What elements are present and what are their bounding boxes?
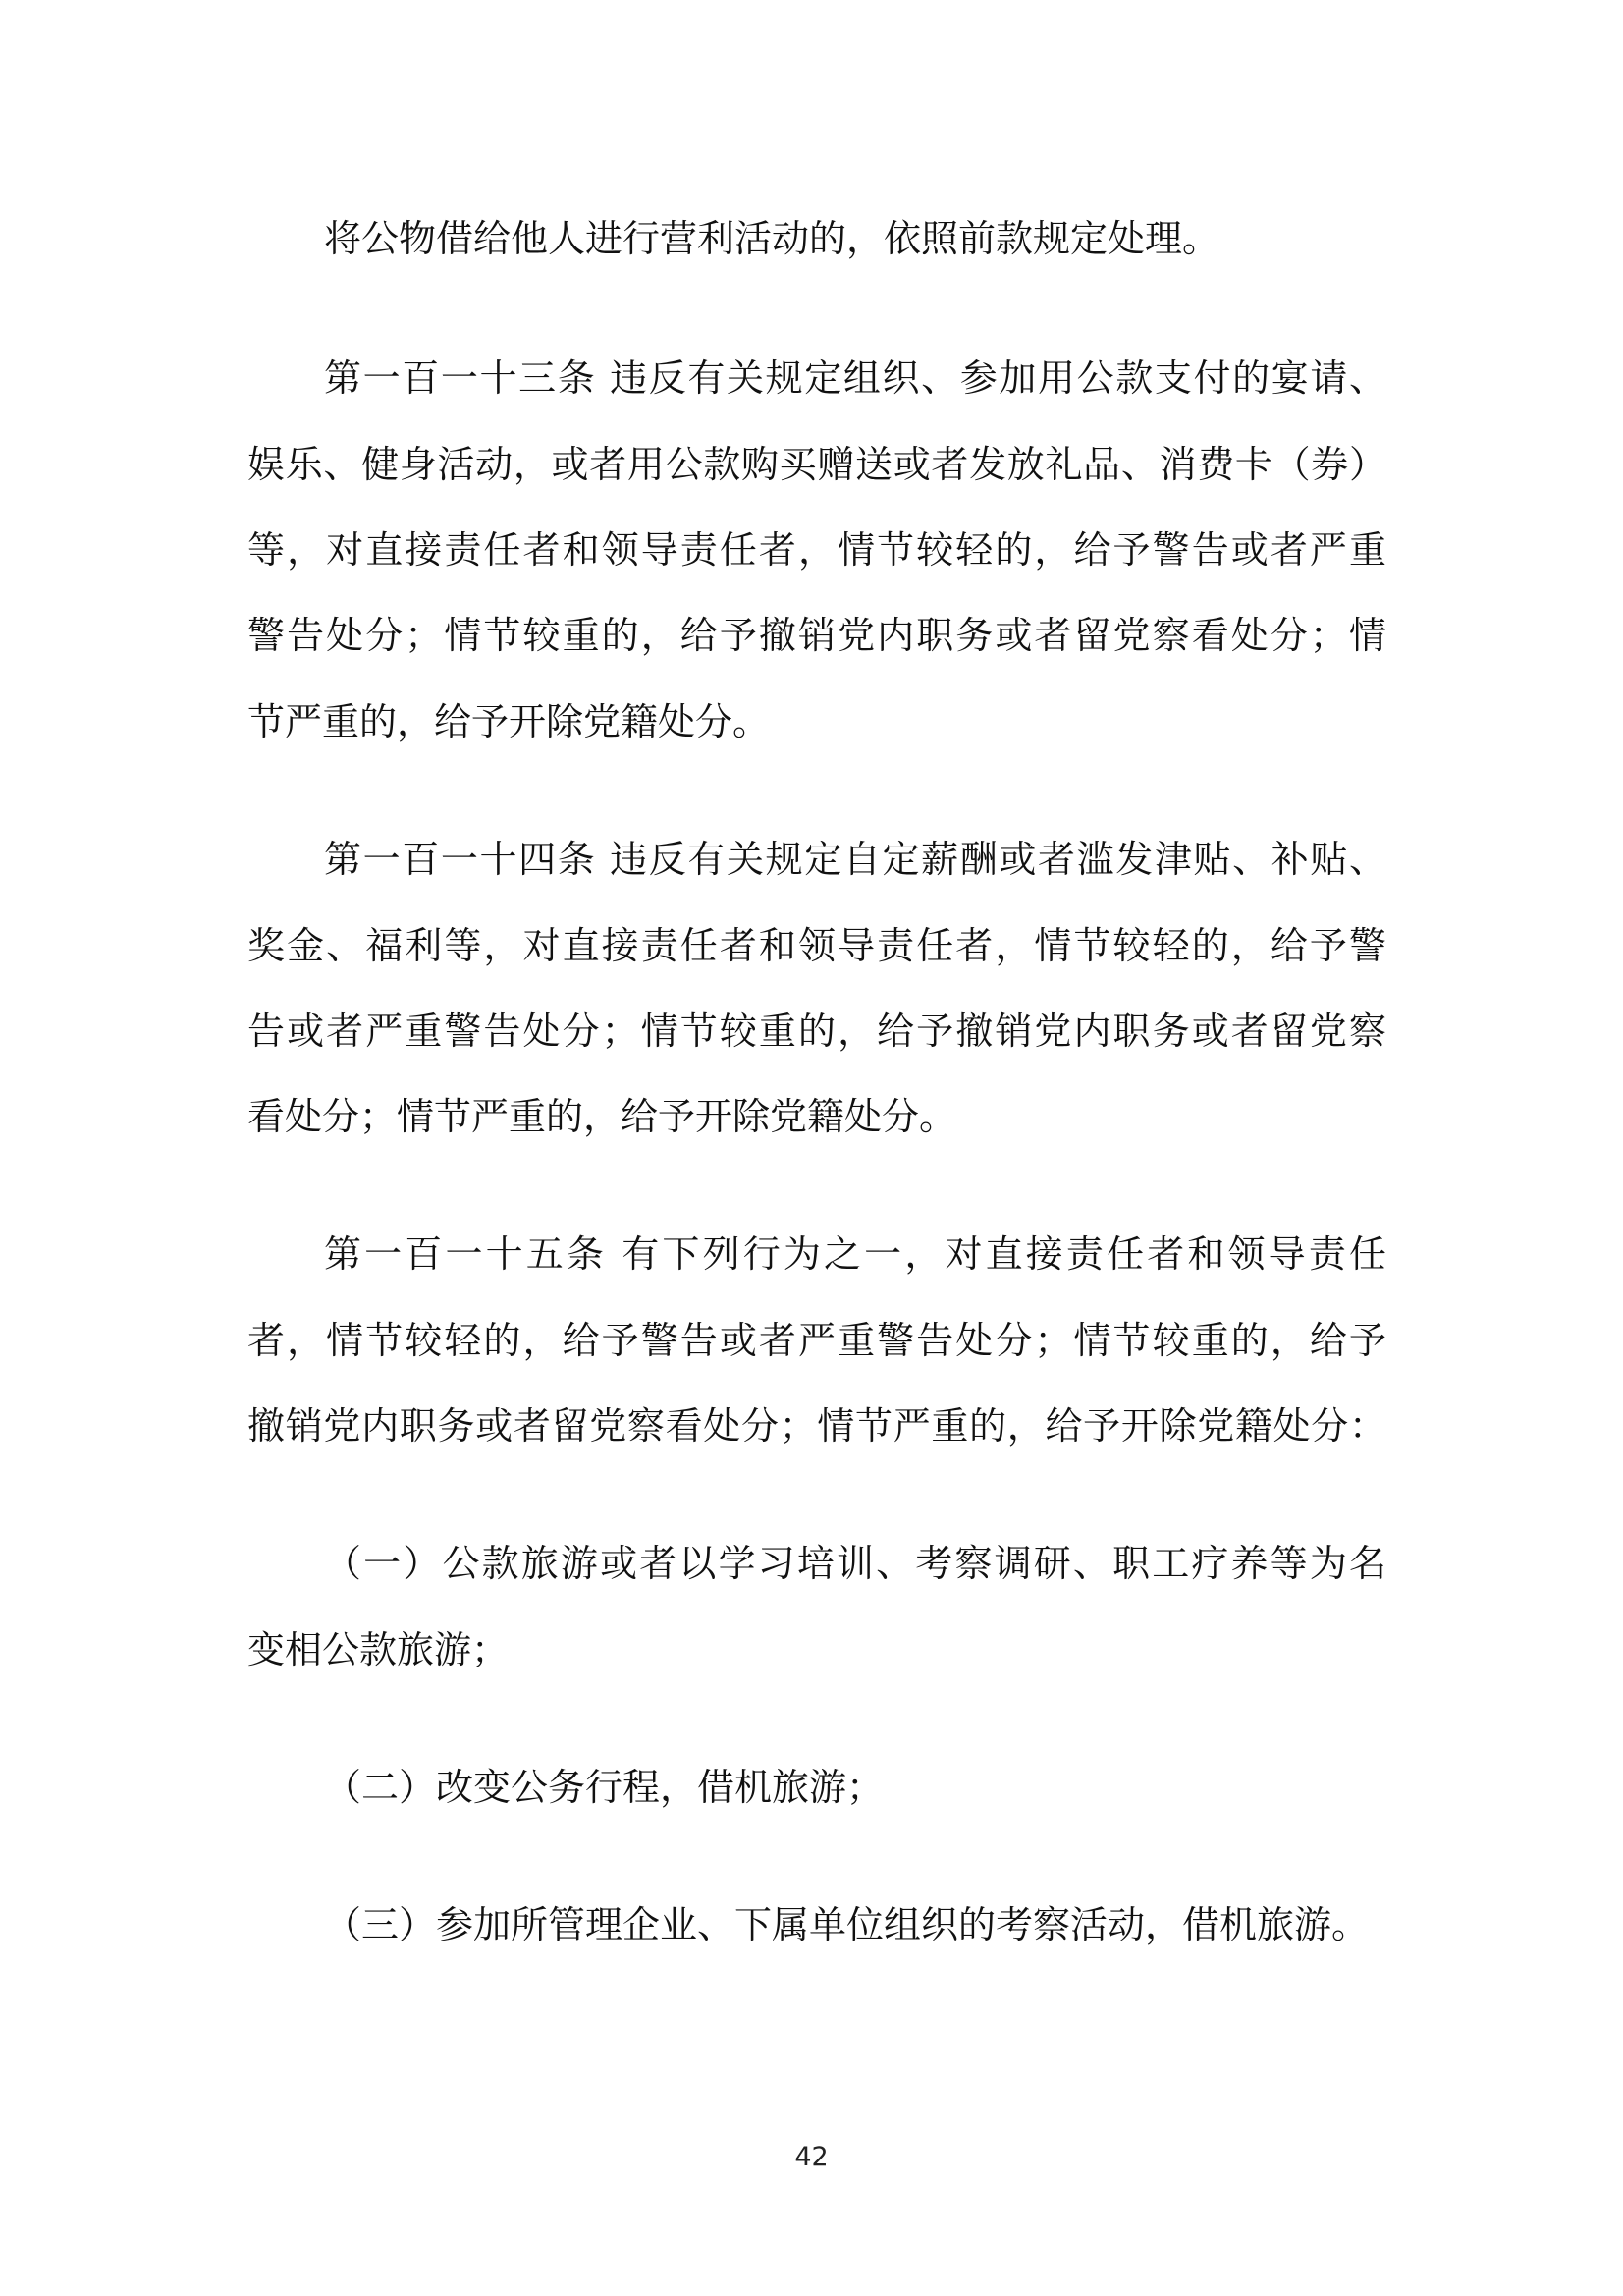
list-item-line: （一）公款旅游或者以学习培训、考察调研、职工疗养等为名 (324, 1542, 1386, 1585)
article-115-line: 第一百一十五条 有下列行为之一，对直接责任者和领导责任 (324, 1232, 1386, 1276)
article-113-line: 警告处分；情节较重的，给予撤销党内职务或者留党察看处分；情 (247, 614, 1386, 657)
list-item-line: 变相公款旅游； (247, 1628, 510, 1671)
list-item-line: （二）改变公务行程，借机旅游； (324, 1766, 885, 1809)
article-114-line: 第一百一十四条 违反有关规定自定薪酬或者滥发津贴、补贴、 (324, 838, 1386, 881)
page-number: 42 (794, 2142, 829, 2172)
article-115-line: 者，情节较轻的，给予警告或者严重警告处分；情节较重的，给予 (247, 1319, 1386, 1362)
list-item-line: （三）参加所管理企业、下属单位组织的考察活动，借机旅游。 (324, 1903, 1370, 1946)
article-114-line: 告或者严重警告处分；情节较重的，给予撤销党内职务或者留党察 (247, 1010, 1386, 1053)
paragraph-line: 将公物借给他人进行营利活动的，依照前款规定处理。 (324, 217, 1220, 260)
article-113-line: 第一百一十三条 违反有关规定组织、参加用公款支付的宴请、 (324, 356, 1386, 400)
article-114-line: 奖金、福利等，对直接责任者和领导责任者，情节较轻的，给予警 (247, 924, 1386, 967)
article-115-line: 撤销党内职务或者留党察看处分；情节严重的，给予开除党籍处分： (247, 1404, 1386, 1448)
article-113-line: 节严重的，给予开除党籍处分。 (247, 700, 771, 743)
article-113-line: 娱乐、健身活动，或者用公款购买赠送或者发放礼品、消费卡（券） (247, 443, 1386, 486)
article-113-line: 等，对直接责任者和领导责任者，情节较轻的，给予警告或者严重 (247, 528, 1386, 572)
article-114-line: 看处分；情节严重的，给予开除党籍处分。 (247, 1095, 957, 1138)
